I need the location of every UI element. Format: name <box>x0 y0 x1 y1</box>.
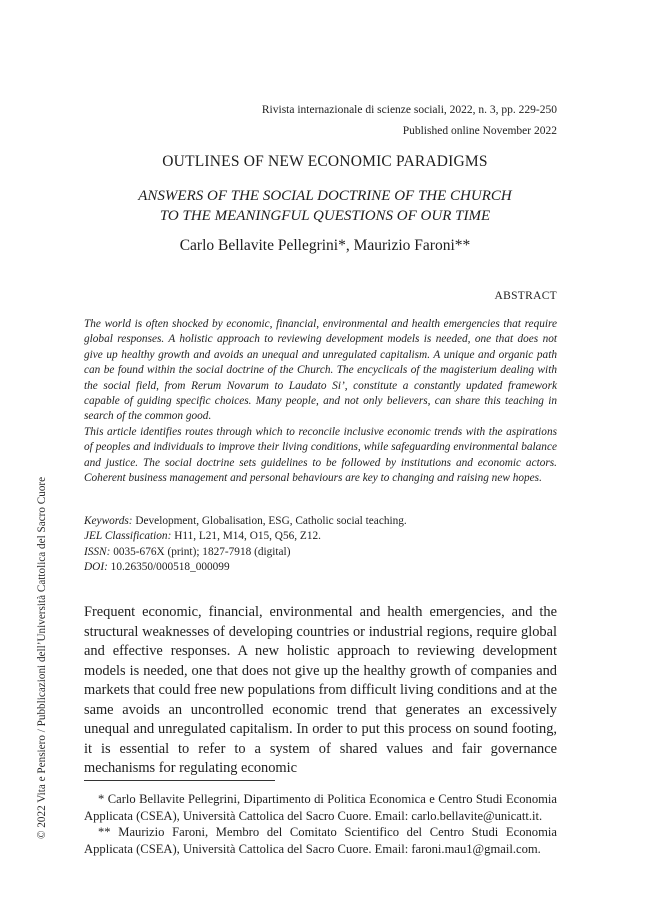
subtitle-line-2: TO THE MEANINGFUL QUESTIONS OF OUR TIME <box>159 208 491 224</box>
abstract <box>84 317 557 486</box>
issn-label: ISSN: <box>84 545 111 558</box>
abstract-paragraph-1: The world is often shocked by economic, financial, environmental and health emergencies that require global responses. A holistic approach to reviewing development models is needed, one that does not give up healthy growth and avoids an unequal and unregulated capitalism. A unique and organic path can be found within the social doctrine of the Church. The encyclicals of the magisterium dealing with the social field, from Rerum Novarum to Laudato Si’, constitute a constantly updated framework capable of guiding specific choices. Many people, and not only believers, can share this teaching in search of the common good. <box>84 318 557 423</box>
published-date: Published online November 2022 <box>402 125 557 137</box>
authors: Carlo Bellavite Pellegrini*, Maurizio Faroni** <box>179 237 471 254</box>
abstract-heading: ABSTRACT <box>494 290 557 302</box>
journal-citation: Rivista internazionale di scienze sociali, 2022, n. 3, pp. 229-250 <box>261 104 557 116</box>
subtitle-line-1: ANSWERS OF THE SOCIAL DOCTRINE OF THE CHURCH <box>138 188 512 204</box>
keywords-label: Keywords: <box>84 515 133 527</box>
keywords-row <box>84 514 557 529</box>
footnote-1: * Carlo Bellavite Pellegrini, Dipartimento di Politica Economica e Centro Studi Economia Applicata (CSEA), Università Cattolica del Sacro Cuore. Email: carlo.bellavite@unicatt.it. <box>84 792 557 823</box>
article-metadata <box>84 514 557 576</box>
jel-label: JEL Classification: <box>84 530 172 543</box>
side-copyright: © 2022 Vita e Pensiero / Pubblicazioni dell’Università Cattolica del Sacro Cuore <box>36 476 48 839</box>
doi-value: 10.26350/000518_000099 <box>110 561 230 574</box>
footnote-2: ** Maurizio Faroni, Membro del Comitato Scientifico del Centro Studi Economia Applicata (CSEA), Università Cattolica del Sacro Cuore. Email: faroni.mau1@gmail.com. <box>84 825 557 856</box>
jel-value: H11, L21, M14, O15, Q56, Z12. <box>174 530 321 543</box>
article-title: OUTLINES OF NEW ECONOMIC PARADIGMS <box>162 153 488 170</box>
body-text <box>84 603 557 779</box>
footnotes <box>84 791 557 857</box>
abstract-paragraph-2: This article identifies routes through which to reconcile inclusive economic trends with the aspirations of peoples and individuals to improve their living conditions, while safeguarding environmental balance and justice. The social doctrine sets guidelines to be followed by institutions and economic actors. Coherent business management and personal behaviours are key to changing and raising new hopes. <box>84 425 557 485</box>
keywords-value: Development, Globalisation, ESG, Catholic social teaching. <box>135 515 407 527</box>
jel-row <box>84 529 557 544</box>
article-subtitle <box>0 186 650 226</box>
doi-label: DOI: <box>84 561 108 574</box>
issn-value: 0035-676X (print); 1827-7918 (digital) <box>113 545 291 558</box>
footnote-separator <box>84 780 275 781</box>
body-paragraph: Frequent economic, financial, environmental and health emergencies, and the structural weaknesses of developing countries or industrial regions, require global and effective responses. A new holistic approach to reviewing development models is needed, one that does not give up the healthy growth of companies and markets that could free new populations from difficult living conditions and at the same avoids an uncontrolled economic trend that generates an excessively unequal and unregulated capitalism. In order to put this process on sound footing, it is essential to refer to a system of shared values and fair governance mechanisms for regulating economic <box>84 604 557 776</box>
doi-row <box>84 560 557 575</box>
issn-row <box>84 545 557 560</box>
